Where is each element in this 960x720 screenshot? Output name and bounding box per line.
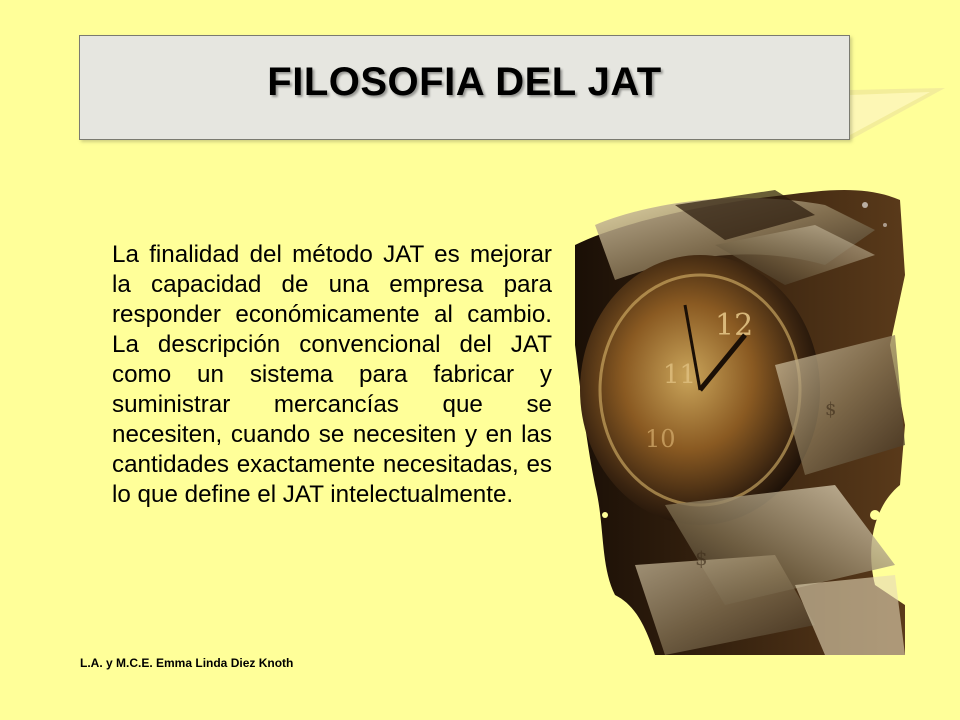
clock-and-money-collage-image xyxy=(575,185,905,655)
svg-text:10: 10 xyxy=(645,425,676,453)
svg-text:$: $ xyxy=(825,399,837,420)
svg-text:12: 12 xyxy=(715,308,754,343)
body-paragraph: La finalidad del método JAT es mejorar la capacidad de una empresa para responder económicamente al cambio. La descripción convencional del JAT como un sistema para fabricar y suministrar mercancías que se necesiten, cuando se necesiten y en las cantidades exactamente necesitadas, es lo que define el JAT intelectualmente. xyxy=(112,241,552,508)
svg-text:11: 11 xyxy=(663,360,697,390)
title-box xyxy=(79,35,850,140)
svg-text:$: $ xyxy=(695,546,708,570)
slide-title: FILOSOFIA DEL JAT xyxy=(267,60,662,104)
author-footer: L.A. y M.C.E. Emma Linda Diez Knoth xyxy=(80,656,294,670)
